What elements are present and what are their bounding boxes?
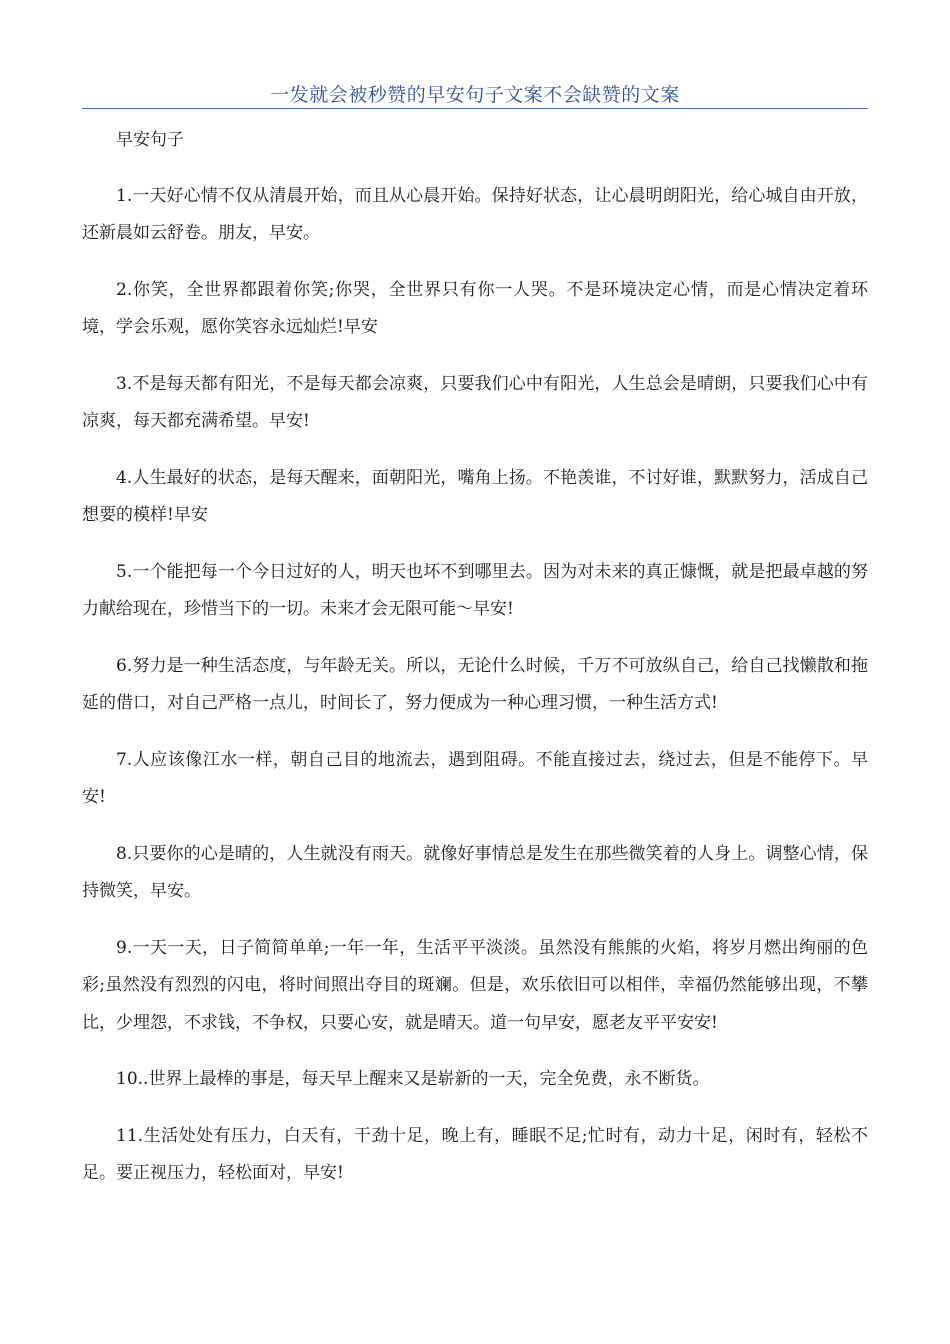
paragraph-5: 5.一个能把每一个今日过好的人，明天也坏不到哪里去。因为对未来的真正慷慨，就是把最卓越的努力献给现在，珍惜当下的一切。未来才会无限可能～早安! bbox=[82, 561, 868, 619]
paragraph-10: 10..世界上最棒的事是，每天早上醒来又是崭新的一天，完全免费，永不断货。 bbox=[116, 1069, 710, 1089]
document-body bbox=[82, 122, 868, 1212]
header-divider bbox=[82, 108, 868, 109]
paragraph-11: 11.生活处处有压力，白天有，干劲十足，晚上有，睡眠不足;忙时有，动力十足，闲时有，轻松不足。要正视压力，轻松面对，早安! bbox=[82, 1125, 868, 1183]
paragraph-3: 3.不是每天都有阳光，不是每天都会凉爽，只要我们心中有阳光，人生总会是晴朗，只要我们心中有凉爽，每天都充满希望。早安! bbox=[82, 373, 868, 431]
document-header-title: 一发就会被秒赞的早安句子文案不会缺赞的文案 bbox=[270, 84, 680, 106]
paragraph-8: 8.只要你的心是晴的，人生就没有雨天。就像好事情总是发生在那些微笑着的人身上。调整心情，保持微笑，早安。 bbox=[82, 843, 868, 901]
paragraph-6: 6.努力是一种生活态度，与年龄无关。所以，无论什么时候，千万不可放纵自己，给自己找懒散和拖延的借口，对自己严格一点儿，时间长了，努力便成为一种心理习惯，一种生活方式! bbox=[82, 655, 868, 713]
section-heading: 早安句子 bbox=[116, 130, 184, 150]
paragraph-2: 2.你笑，全世界都跟着你笑;你哭，全世界只有你一人哭。不是环境决定心情，而是心情决定着环境，学会乐观，愿你笑容永远灿烂!早安 bbox=[82, 279, 868, 337]
paragraph-4: 4.人生最好的状态，是每天醒来，面朝阳光，嘴角上扬。不艳羡谁，不讨好谁，默默努力，活成自己想要的模样!早安 bbox=[82, 467, 868, 525]
paragraph-7: 7.人应该像江水一样，朝自己目的地流去，遇到阻碍。不能直接过去，绕过去，但是不能停下。早安! bbox=[82, 749, 868, 807]
paragraph-1: 1.一天好心情不仅从清晨开始，而且从心晨开始。保持好状态，让心晨明朗阳光，给心城自由开放，还新晨如云舒卷。朋友，早安。 bbox=[82, 185, 868, 243]
paragraph-9: 9.一天一天，日子简简单单;一年一年，生活平平淡淡。虽然没有熊熊的火焰，将岁月燃出绚丽的色彩;虽然没有烈烈的闪电，将时间照出夺目的斑斓。但是，欢乐依旧可以相伴，幸福仍然能够出现，不攀比，少埋怨，不求钱，不争权，只要心安，就是晴天。道一句早安，愿老友平平安安! bbox=[82, 937, 868, 1033]
